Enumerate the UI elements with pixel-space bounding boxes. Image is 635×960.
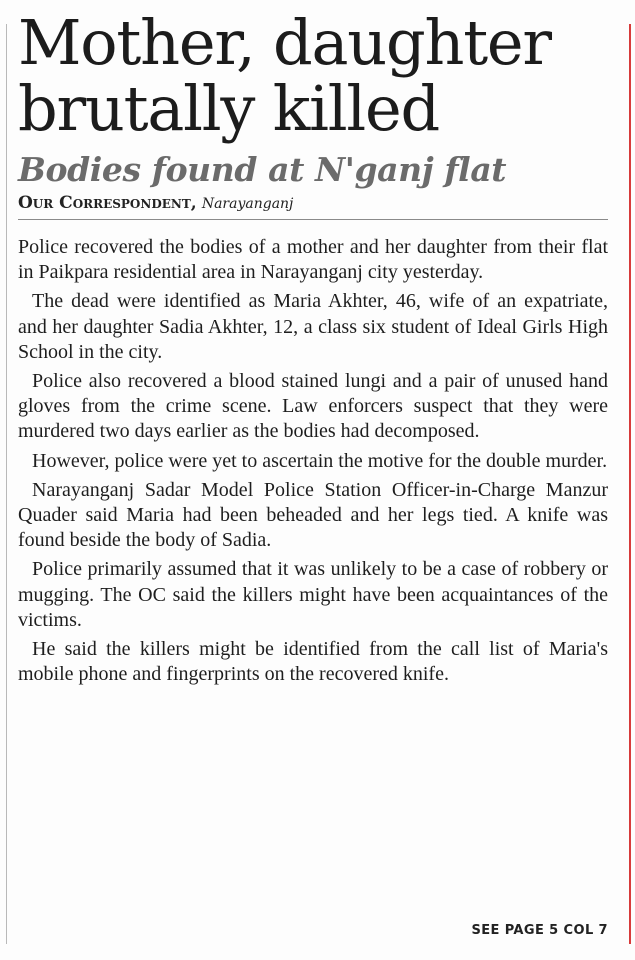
article-column — [18, 6, 608, 691]
paragraph: Police primarily assumed that it was unlikely to be a case of robbery or mugging. The OC said the killers might have been acquaintances of the victims. — [18, 558, 608, 631]
paragraph: He said the killers might be identified from the call list of Maria's mobile phone and fingerprints on the recovered knife. — [18, 638, 608, 686]
paragraph: Police also recovered a blood stained lungi and a pair of unused hand gloves from the crime scene. Law enforcers suspect that they were murdered two days earlier as the bodies had decomposed. — [18, 370, 608, 443]
paragraph: However, police were yet to ascertain the motive for the double murder. — [32, 449, 608, 472]
right-column-rule — [629, 24, 631, 944]
paragraph: Narayanganj Sadar Model Police Station Officer-in-Charge Manzur Quader said Maria had been beheaded and her legs tied. A knife was found beside the body of Sadia. — [18, 478, 608, 552]
byline — [18, 193, 608, 220]
subheadline: Bodies found at N'ganj flat — [18, 150, 507, 189]
paragraph: The dead were identified as Maria Akhter, 46, wife of an expatriate, and her daughter Sadia Akhter, 12, a class six student of Ideal Girls High School in the city. — [18, 290, 608, 363]
byline-name: Our Correspondent, — [18, 193, 197, 213]
continuation-note: SEE PAGE 5 COL 7 — [471, 923, 608, 938]
left-column-rule — [6, 24, 7, 944]
article-body — [18, 235, 608, 687]
headline: Mother, daughter brutally killed — [18, 6, 551, 145]
byline-place: Narayanganj — [201, 196, 294, 212]
paragraph: Police recovered the bodies of a mother and her daughter from their flat in Paikpara residential area in Narayanganj city yesterday. — [18, 236, 608, 284]
